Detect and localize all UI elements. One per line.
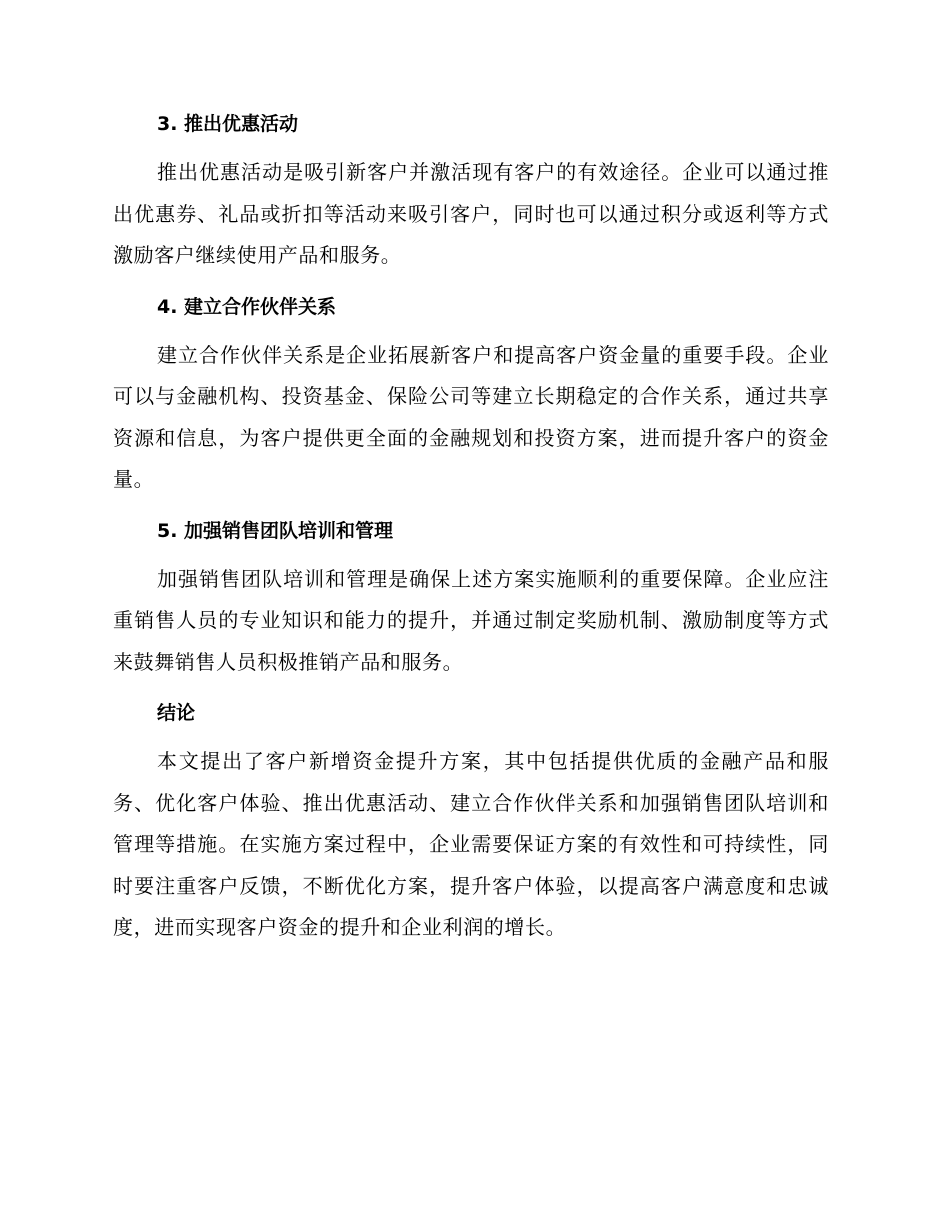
section-paragraph-partnerships: 建立合作伙伴关系是企业拓展新客户和提高客户资金量的重要手段。企业可以与金融机构、投资基金、保险公司等建立长期稳定的合作关系，通过共享资源和信息，为客户提供更全面的金融规划和投资方案，进而提升客户的资金量。: [113, 342, 829, 491]
section-paragraph-conclusion: 本文提出了客户新增资金提升方案，其中包括提供优质的金融产品和服务、优化客户体验、推出优惠活动、建立合作伙伴关系和加强销售团队培训和管理等措施。在实施方案过程中，企业需要保证方案的有效性和可持续性，同时要注重客户反馈，不断优化方案，提升客户体验，以提高客户满意度和忠诚度，进而实现客户资金的提升和企业利润的增长。: [113, 749, 829, 939]
section-heading-conclusion: 结论: [157, 702, 196, 724]
section-heading-partnerships: 4. 建立合作伙伴关系: [157, 295, 337, 318]
document-body: [113, 106, 829, 961]
section-paragraph-sales-training: 加强销售团队培训和管理是确保上述方案实施顺利的重要保障。企业应注重销售人员的专业知识和能力的提升，并通过制定奖励机制、激励制度等方式来鼓舞销售人员积极推销产品和服务。: [113, 566, 829, 674]
section-paragraph-promotions: 推出优惠活动是吸引新客户并激活现有客户的有效途径。企业可以通过推出优惠券、礼品或折扣等活动来吸引客户，同时也可以通过积分或返利等方式激励客户继续使用产品和服务。: [113, 160, 829, 267]
section-heading-promotions: 3. 推出优惠活动: [157, 113, 299, 135]
section-heading-sales-training: 5. 加强销售团队培训和管理: [157, 519, 394, 542]
